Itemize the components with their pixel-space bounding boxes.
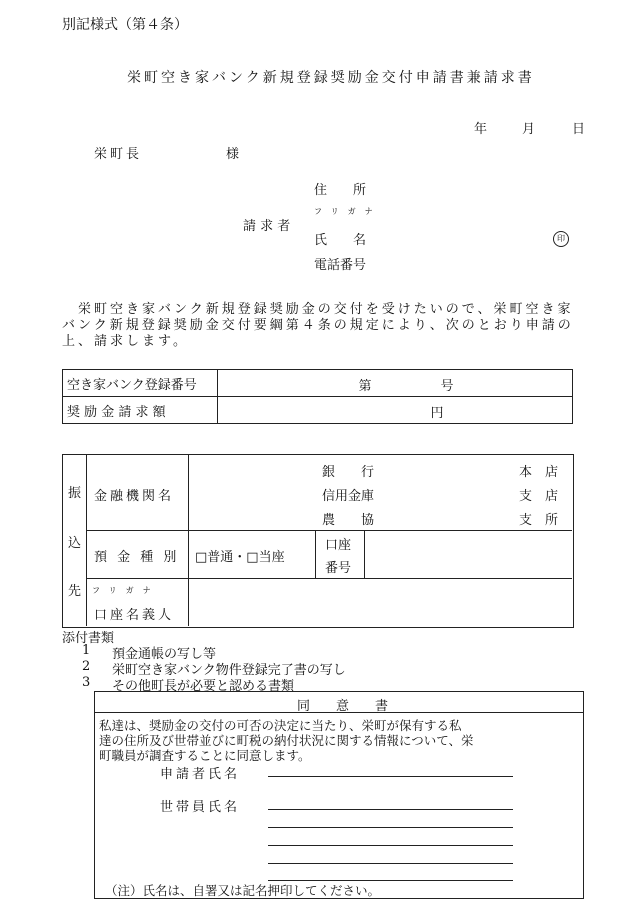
registration-prefix: 第 [358, 378, 372, 394]
addressee-name: 栄町長 [94, 147, 143, 162]
account-holder-field[interactable] [190, 579, 570, 625]
holder-furigana-label: フリガナ [92, 586, 160, 595]
form-label: 別記様式（第４条） [62, 17, 188, 33]
attachment-num-2: 2 [82, 659, 91, 674]
seal-mark [553, 230, 569, 247]
amount-label: 奨 励 金 請 求 額 [63, 397, 218, 424]
household-sign-line-3[interactable] [268, 845, 513, 846]
attachment-text-3: その他町長が必要と認める書類 [112, 679, 295, 694]
branch-type-main: 本 店 [519, 465, 559, 480]
household-sign-line-2[interactable] [268, 827, 513, 828]
account-number-field[interactable] [366, 531, 570, 577]
consent-text-line-3: 町職員が調査することに同意します。 [99, 748, 311, 763]
page-title: 栄町空き家バンク新規登録奨励金交付申請書兼請求書 [127, 70, 535, 86]
household-sign-line-1[interactable] [268, 809, 513, 810]
applicant-phone-label: 電話番号 [314, 258, 367, 273]
applicant-sign-line[interactable] [268, 776, 513, 777]
institution-label: 金融機関名 [94, 489, 175, 504]
addressee-honorific: 様 [226, 147, 240, 162]
bank-side-char-2: 込 [68, 536, 82, 551]
registration-number-label: 空き家バンク登録番号 [63, 370, 218, 397]
account-number-label-2: 番号 [325, 561, 352, 576]
applicant-furigana-label: フリガナ [314, 207, 382, 216]
household-sign-label: 世帯員氏名 [160, 800, 241, 815]
consent-note: （注）氏名は、自署又は記名押印してください。 [105, 883, 381, 898]
amount-unit: 円 [430, 405, 444, 421]
applicant-sign-label: 申請者氏名 [160, 767, 241, 782]
attachment-num-1: 1 [82, 643, 91, 658]
bank-type-shinkin: 信用金庫 [322, 489, 375, 504]
body-text-line-1: 栄町空き家バンク新規登録奨励金の交付を受けたいので、栄町空き家 [62, 302, 574, 317]
registration-number-field[interactable] [218, 370, 573, 397]
date-year-label: 年 [474, 122, 488, 137]
consent-title: 同 意 書 [297, 699, 389, 714]
bank-type-bank: 銀 行 [322, 465, 375, 480]
request-table [62, 369, 573, 424]
attachments-heading: 添付書類 [62, 631, 115, 646]
consent-text-line-2: 達の住所及び世帯並びに町税の納付状況に関する情報について、栄 [99, 733, 474, 748]
institution-name-field[interactable] [196, 454, 312, 530]
deposit-type-options[interactable]: □普通・□当座 [195, 550, 285, 565]
attachment-text-2: 栄町空き家バンク物件登録完了書の写し [112, 663, 346, 678]
household-sign-line-4[interactable] [268, 863, 513, 864]
bank-type-noukyo: 農 協 [322, 513, 375, 528]
consent-text-line-1: 私達は、奨励金の交付の可否の決定に当たり、栄町が保有する私 [99, 718, 462, 733]
body-text-line-2: バンク新規登録奨励金交付要綱第４条の規定により、次のとおり申請の [62, 318, 574, 333]
branch-type-office: 支 所 [519, 513, 559, 528]
applicant-name-label: 氏 名 [314, 233, 367, 248]
date-month-label: 月 [522, 122, 536, 137]
amount-field[interactable] [218, 397, 573, 424]
registration-suffix: 号 [440, 378, 454, 394]
attachment-text-1: 預金通帳の写し等 [112, 647, 217, 662]
account-holder-label: 口座名義人 [94, 608, 175, 623]
branch-type-branch: 支 店 [519, 489, 559, 504]
seal-icon: 印 [553, 231, 569, 247]
deposit-type-label: 預 金 種 別 [94, 550, 180, 565]
account-number-label-1: 口座 [325, 538, 352, 553]
attachment-num-3: 3 [82, 675, 91, 690]
date-day-label: 日 [572, 122, 586, 137]
body-text-line-3: 上、請求します。 [62, 334, 189, 349]
applicant-label: 請 求 者 [243, 219, 291, 234]
applicant-address-label: 住 所 [314, 183, 367, 198]
bank-side-char-3: 先 [68, 584, 82, 599]
bank-side-char-1: 振 [68, 486, 82, 501]
